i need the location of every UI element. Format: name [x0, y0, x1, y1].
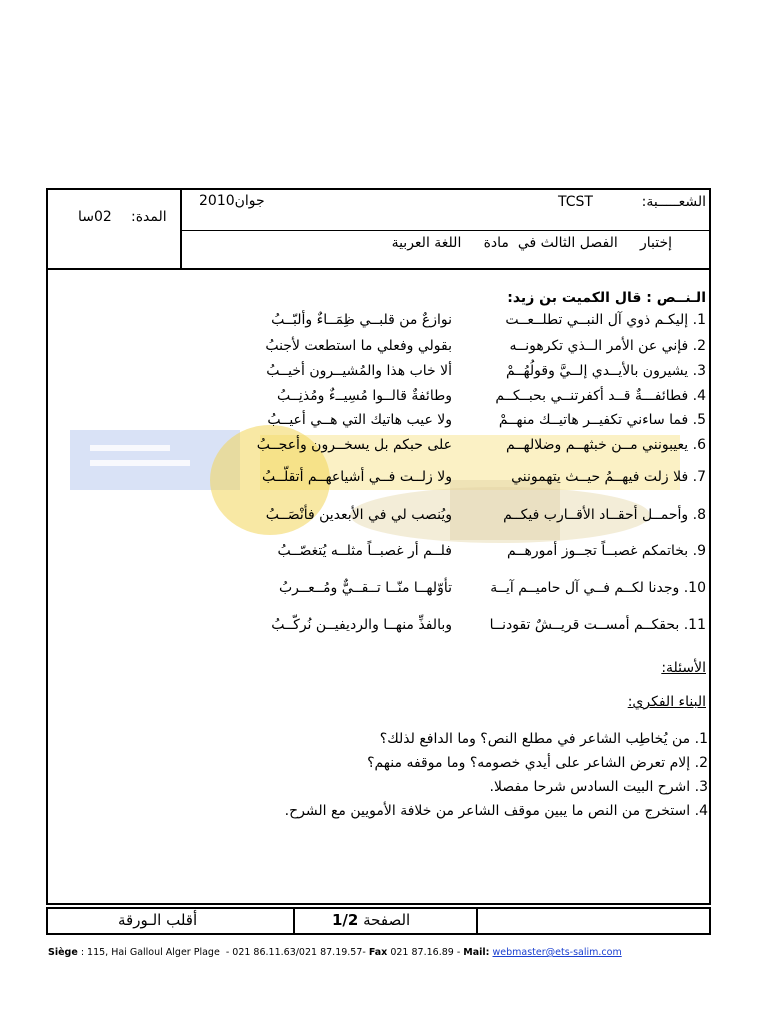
header-row-divider — [180, 230, 711, 231]
question-number: 2. — [694, 755, 708, 771]
question-number: 4. — [694, 803, 708, 819]
verse-text: فإني عن الأمر الــذي تكرهونــه — [509, 338, 689, 354]
verse-first-hemistich — [426, 617, 706, 633]
duration-label: المدة: — [131, 209, 167, 225]
verse-second-hemistich: على حبكم بل يسخــرون وأعجــبُ — [256, 437, 452, 453]
page-number — [332, 911, 410, 929]
verse-second-hemistich: ويُنصب لي في الأبعدين فأنْصَــبُ — [265, 507, 452, 523]
verse-second-hemistich: وبالفذِّ منهــا والرديفيــن نُركّــبُ — [271, 617, 452, 633]
verse-second-hemistich: تأوّلهــا منّــا تــقــيٌّ ومُــعــربُ — [278, 580, 452, 596]
branch-label: الشعـــــبة: — [641, 194, 706, 210]
verse-first-hemistich — [426, 543, 706, 559]
fax-label: Fax — [368, 947, 388, 958]
verse-second-hemistich: فلــم أر غصبــاً مثلــه يُتغصّــبُ — [277, 543, 452, 559]
verse-number: 6. — [692, 437, 706, 453]
exam-title: إختبار الفصل الثالث في مادة اللغة العربية — [391, 235, 672, 251]
verse-second-hemistich: بقولي وفعلي ما استطعت لأجنبُ — [265, 338, 452, 354]
verse-number: 1. — [692, 312, 706, 328]
verse-first-hemistich — [426, 580, 706, 596]
verse-number: 11. — [683, 617, 706, 633]
question-text: استخرج من النص ما يبين موقف الشاعر من خلافة الأمويين مع الشرح. — [284, 803, 691, 819]
verse-second-hemistich: ألا خاب هذا والمُشيــرون أخيــبُ — [266, 363, 452, 379]
fax-value: 021 87.16.89 - — [387, 947, 464, 958]
verse-number: 4. — [692, 388, 706, 404]
address-text: : 115, Hai Galloul Alger Plage - 021 86.11.63/021 87.19.57- — [77, 947, 369, 958]
page-value: 1/2 — [332, 911, 359, 929]
question-number: 3. — [694, 779, 708, 795]
verse-second-hemistich: نوازعٌ من قلبــي ظِمَــاءٌ وألبّــبُ — [271, 312, 452, 328]
turn-over-note: أقلب الـورقة — [118, 911, 198, 929]
question-item — [108, 779, 708, 795]
verse-number: 2. — [692, 338, 706, 354]
verse-first-hemistich — [426, 388, 706, 404]
question-item — [108, 755, 708, 771]
text-heading: الـنــص : قال الكميت بن زيد: — [507, 290, 706, 306]
duration-value: 02سا — [78, 209, 112, 225]
verse-text: بحقكــم أمســت قريــشٌ تقودنــا — [489, 617, 680, 633]
verse-text: يشيرون بالأيــدي إلــيَّ وقولُهُــمْ — [505, 363, 689, 379]
verse-second-hemistich: ولا زلــت فــي أشياعهــم أتقلّــبُ — [262, 469, 452, 485]
verse-number: 8. — [692, 507, 706, 523]
verse-number: 10. — [683, 580, 706, 596]
verse-first-hemistich — [426, 338, 706, 354]
verse-text: بخاتمكم غصبــاً تجــوز أمورهــم — [507, 543, 689, 559]
question-text: اشرح البيت السادس شرحا مفصلا. — [489, 779, 691, 795]
exam-date: جوان2010 — [199, 193, 265, 209]
verse-first-hemistich — [426, 507, 706, 523]
branch-value: TCST — [558, 194, 593, 210]
verse-number: 3. — [692, 363, 706, 379]
page-label: الصفحة — [363, 911, 411, 929]
questions-subheading: البناء الفكري: — [627, 694, 706, 710]
header-table — [46, 188, 711, 270]
verse-text: فطائفـــةٌ قــد أكفرتنــي بحبــكــم — [495, 388, 689, 404]
verse-number: 7. — [692, 469, 706, 485]
question-item — [108, 731, 708, 747]
question-item — [108, 803, 708, 819]
verse-first-hemistich — [426, 363, 706, 379]
verse-second-hemistich: ولا عيب هاتيك التي هــي أعيــبُ — [267, 412, 452, 428]
verse-first-hemistich — [426, 312, 706, 328]
verse-text: وأحمــل أحقــاد الأقــارب فيكــم — [503, 507, 689, 523]
question-number: 1. — [694, 731, 708, 747]
verse-number: 5. — [692, 412, 706, 428]
verse-first-hemistich — [426, 469, 706, 485]
verse-second-hemistich: وطائفةٌ قالــوا مُسِيــءٌ ومُذنِــبُ — [276, 388, 452, 404]
verse-first-hemistich — [426, 412, 706, 428]
mail-label: Mail: — [463, 947, 490, 958]
verse-text: فما ساءني تكفيــر هاتيــك منهــمْ — [498, 412, 689, 428]
questions-heading: الأسئلة: — [661, 660, 706, 676]
verse-text: يعيبونني مــن خبثهــم وضلالهــم — [506, 437, 689, 453]
verse-number: 9. — [692, 543, 706, 559]
email-link[interactable]: webmaster@ets-salim.com — [492, 947, 622, 958]
verse-text: وجدنا لكــم فــي آل حاميــم آيــة — [490, 580, 680, 596]
question-text: إلام تعرض الشاعر على أيدي خصومه؟ وما موقفه منهم؟ — [367, 755, 691, 771]
verse-first-hemistich — [426, 437, 706, 453]
verse-text: فلا زلت فيهــمُ حيــث يتهمونني — [511, 469, 689, 485]
header-divider — [180, 188, 182, 270]
verse-text: إليكـم ذوي آل النبــي تطلــعــت — [505, 312, 689, 328]
siege-label: Siège — [48, 947, 78, 958]
contact-line — [48, 947, 622, 958]
footer-divider-right — [476, 907, 478, 935]
footer-divider-left — [293, 907, 295, 935]
question-text: من يُخاطِب الشاعر في مطلع النص؟ وما الدافع لذلك؟ — [379, 731, 691, 747]
